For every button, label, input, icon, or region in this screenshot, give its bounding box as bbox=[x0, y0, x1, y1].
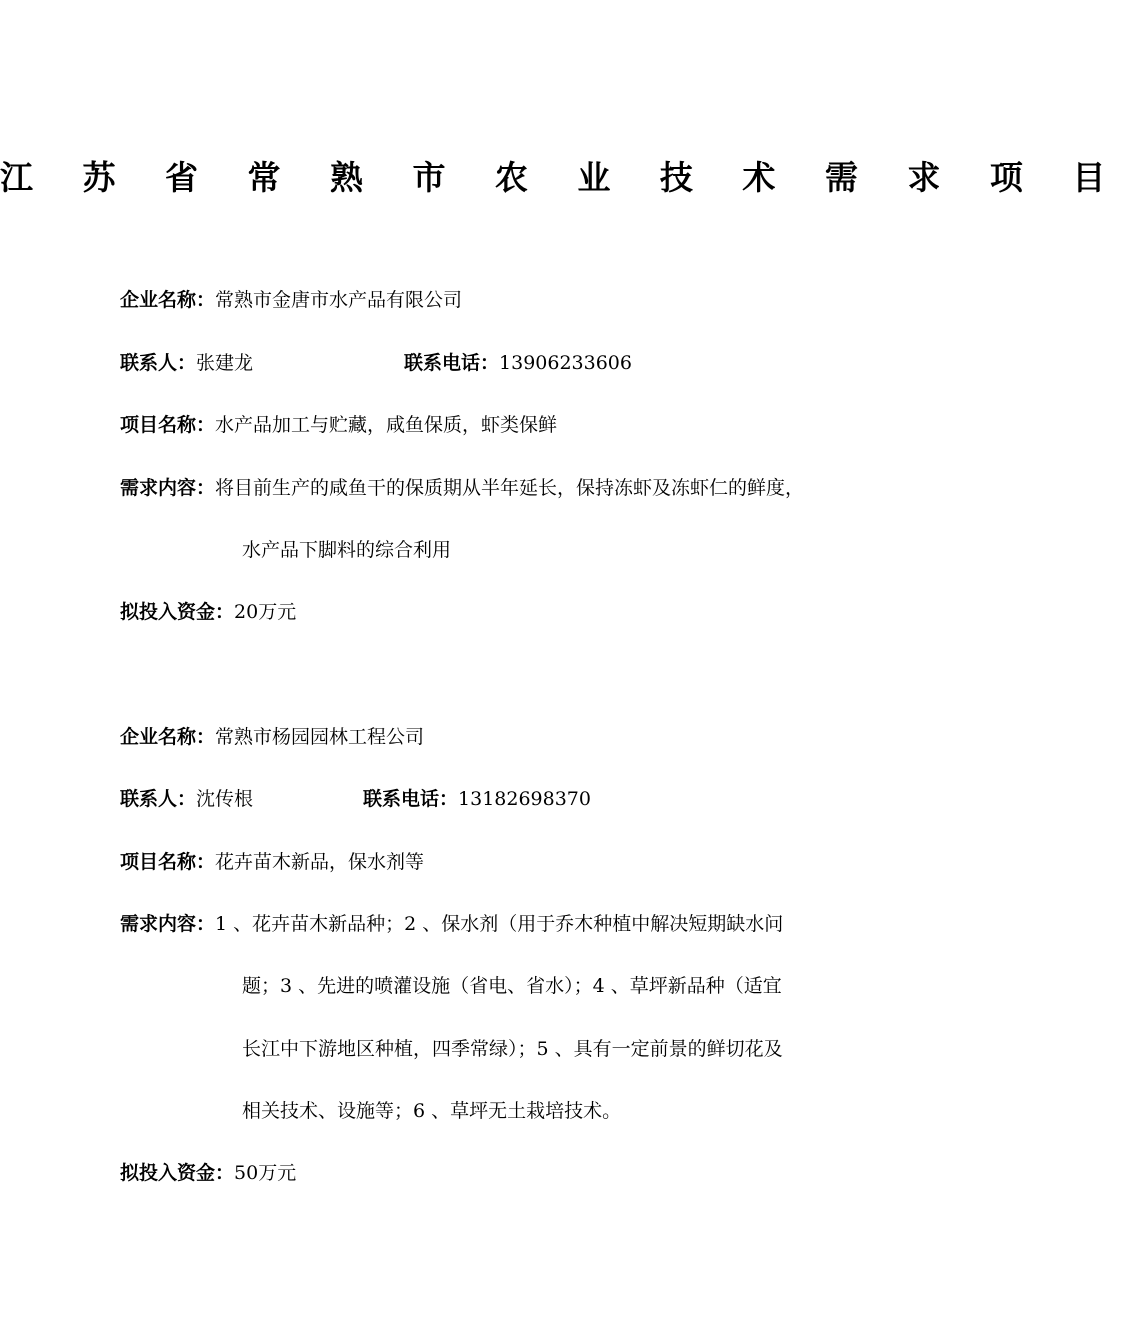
company-name: 常熟市杨园园林工程公司 bbox=[215, 726, 425, 748]
project-line-2 bbox=[120, 846, 424, 878]
demand-text: 题；3 、先进的喷灌设施（省电、省水）；4 、草坪新品种（适宜 bbox=[242, 975, 782, 997]
demand-text: 将目前生产的咸鱼干的保质期从半年延长，保持冻虾及冻虾仁的鲜度， bbox=[215, 477, 805, 499]
phone-line-1 bbox=[404, 347, 632, 379]
phone-number: 13182698370 bbox=[458, 788, 591, 810]
demand-label: 需求内容： bbox=[120, 477, 216, 499]
phone-number: 13906233606 bbox=[499, 352, 632, 374]
contact-label: 联系人： bbox=[120, 352, 197, 374]
project-label: 项目名称： bbox=[120, 414, 216, 436]
demand-text: 相关技术、设施等；6 、草坪无土栽培技术。 bbox=[242, 1100, 622, 1122]
demand-line-2 bbox=[120, 908, 783, 940]
fund-amount: 20万元 bbox=[234, 601, 297, 623]
fund-line-1 bbox=[120, 596, 296, 628]
fund-amount: 50万元 bbox=[234, 1162, 297, 1184]
phone-line-2 bbox=[363, 783, 591, 815]
fund-label: 拟投入资金： bbox=[120, 1162, 235, 1184]
project-line-1 bbox=[120, 409, 557, 441]
demand-text: 水产品下脚料的综合利用 bbox=[242, 539, 452, 561]
document-title: 江 苏 省 常 熟 市 农 业 技 术 需 求 项 目 bbox=[0, 158, 1124, 197]
company-line-1 bbox=[120, 284, 462, 316]
demand-continuation bbox=[242, 1095, 621, 1127]
contact-name: 沈传根 bbox=[196, 788, 254, 810]
contact-line-1 bbox=[120, 347, 253, 379]
demand-label: 需求内容： bbox=[120, 913, 216, 935]
demand-text: 长江中下游地区种植，四季常绿）；5 、具有一定前景的鲜切花及 bbox=[242, 1038, 783, 1060]
project-name: 水产品加工与贮藏，咸鱼保质，虾类保鲜 bbox=[215, 414, 558, 436]
fund-label: 拟投入资金： bbox=[120, 601, 235, 623]
demand-text: 1 、花卉苗木新品种；2 、保水剂（用于乔木种植中解决短期缺水问 bbox=[215, 913, 784, 935]
phone-label: 联系电话： bbox=[404, 352, 500, 374]
contact-line-2 bbox=[120, 783, 253, 815]
demand-continuation bbox=[242, 1033, 783, 1065]
demand-continuation bbox=[242, 970, 782, 1002]
company-label: 企业名称： bbox=[120, 289, 216, 311]
project-name: 花卉苗木新品，保水剂等 bbox=[215, 851, 425, 873]
company-line-2 bbox=[120, 721, 424, 753]
phone-label: 联系电话： bbox=[363, 788, 459, 810]
contact-label: 联系人： bbox=[120, 788, 197, 810]
company-name: 常熟市金唐市水产品有限公司 bbox=[215, 289, 463, 311]
project-label: 项目名称： bbox=[120, 851, 216, 873]
demand-line-1 bbox=[120, 472, 804, 504]
demand-continuation bbox=[242, 534, 451, 566]
contact-name: 张建龙 bbox=[196, 352, 254, 374]
fund-line-2 bbox=[120, 1157, 296, 1189]
company-label: 企业名称： bbox=[120, 726, 216, 748]
